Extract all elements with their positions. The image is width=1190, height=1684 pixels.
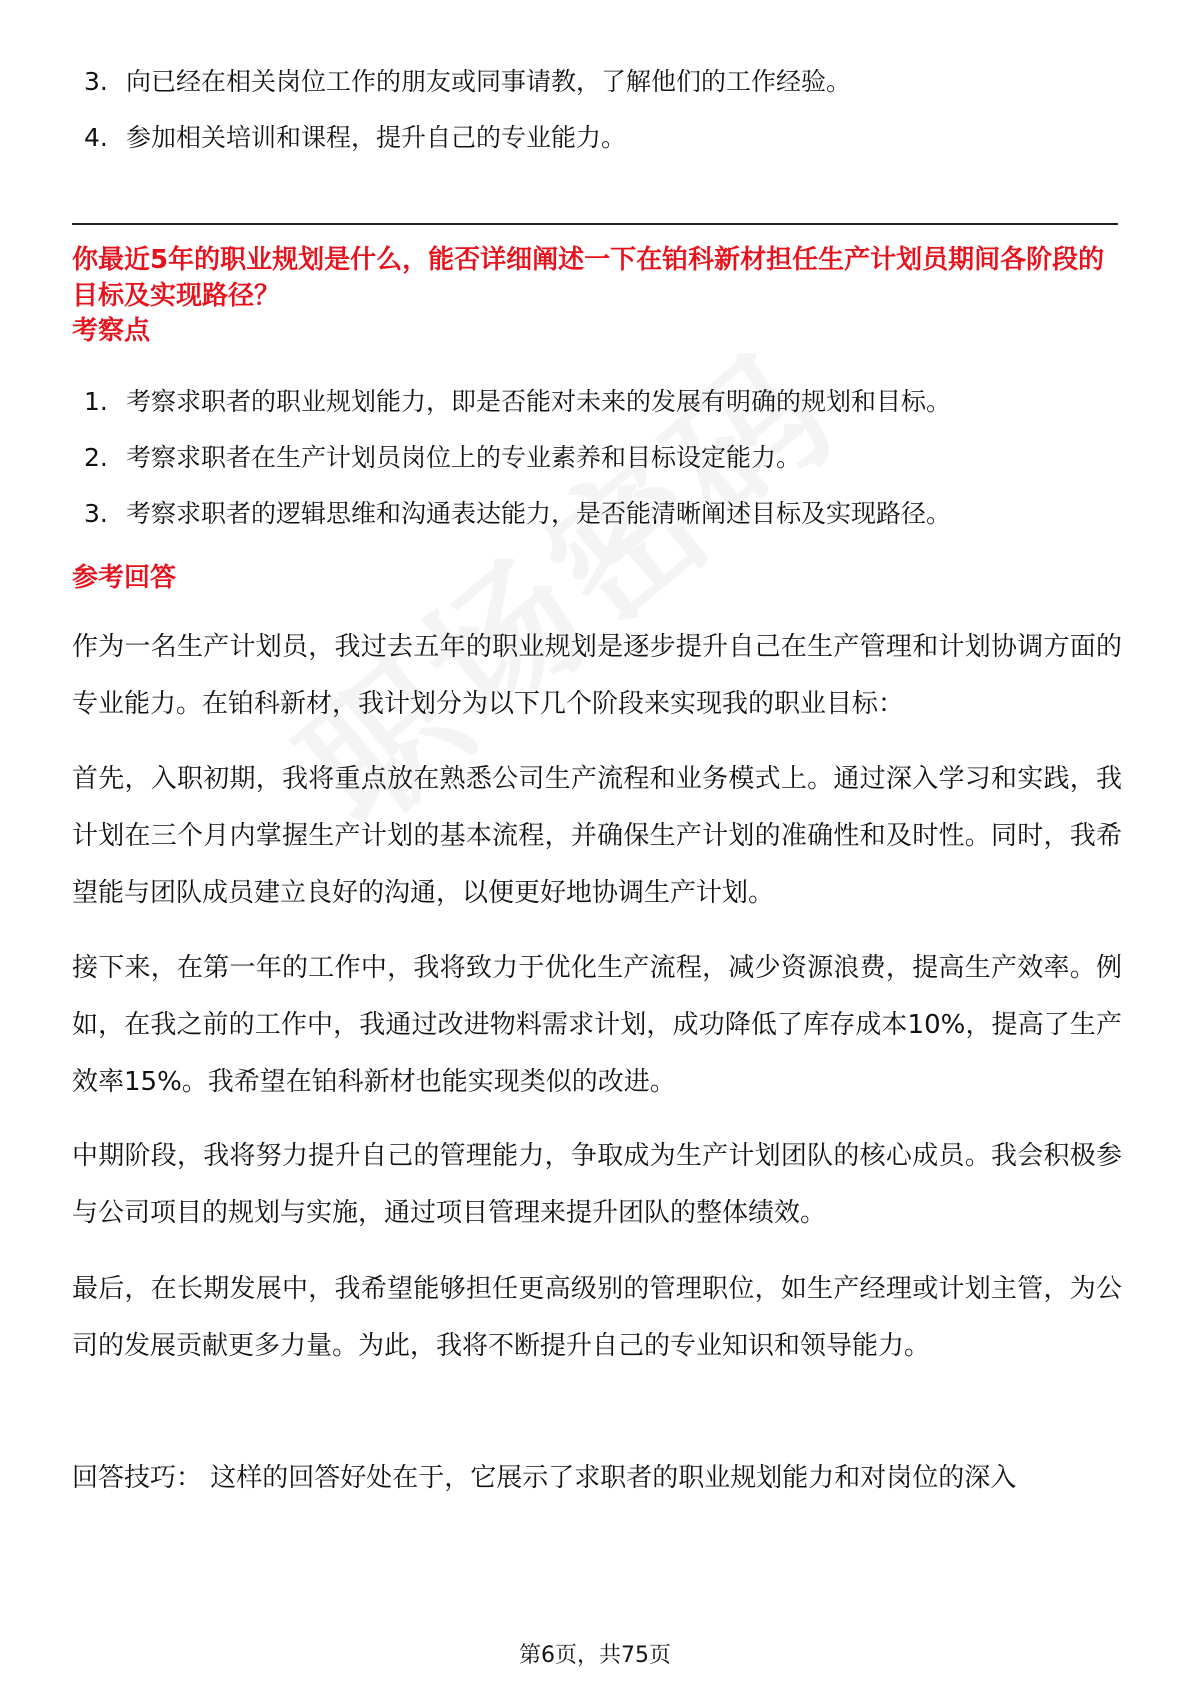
- reference-answer-heading: 参考回答: [72, 563, 177, 593]
- exam-points-list: [84, 384, 951, 552]
- answer-paragraph: 中期阶段，我将努力提升自己的管理能力，争取成为生产计划团队的核心成员。我会积极参与公司项目的规划与实施，通过项目管理来提升团队的整体绩效。: [72, 1141, 1122, 1228]
- answer-paragraph: 接下来，在第一年的工作中，我将致力于优化生产流程，减少资源浪费，提高生产效率。例如，在我之前的工作中，我通过改进物料需求计划，成功降低了库存成本10%，提高了生产效率15%。我希望在铂科新材也能实现类似的改进。: [72, 953, 1122, 1097]
- list-item-number: 1.: [84, 387, 108, 416]
- answer-paragraph: 最后，在长期发展中，我希望能够担任更高级别的管理职位，如生产经理或计划主管，为公司的发展贡献更多力量。为此，我将不断提升自己的专业知识和领导能力。: [72, 1274, 1122, 1361]
- list-item: [84, 120, 851, 176]
- list-item-text: 考察求职者的职业规划能力，即是否能对未来的发展有明确的规划和目标。: [126, 387, 952, 416]
- list-item: [84, 64, 851, 120]
- answer-paragraph: 作为一名生产计划员，我过去五年的职业规划是逐步提升自己在生产管理和计划协调方面的专业能力。在铂科新材，我计划分为以下几个阶段来实现我的职业目标：: [72, 632, 1122, 719]
- section-divider: [72, 223, 1118, 225]
- list-item-number: 3.: [84, 67, 108, 96]
- page-number-footer: 第6页，共75页: [519, 1643, 671, 1668]
- list-item-number: 2.: [84, 443, 108, 472]
- previous-tips-list: [84, 64, 851, 176]
- list-item-text: 考察求职者在生产计划员岗位上的专业素养和目标设定能力。: [126, 443, 802, 472]
- list-item-text: 参加相关培训和课程，提升自己的专业能力。: [126, 123, 627, 152]
- list-item-text: 向已经在相关岗位工作的朋友或同事请教，了解他们的工作经验。: [126, 67, 852, 96]
- interview-question: 你最近5年的职业规划是什么，能否详细阐述一下在铂科新材担任生产计划员期间各阶段的目标及实现路径？: [72, 245, 1105, 311]
- answer-paragraph: 首先，入职初期，我将重点放在熟悉公司生产流程和业务模式上。通过深入学习和实践，我计划在三个月内掌握生产计划的基本流程，并确保生产计划的准确性和及时性。同时，我希望能与团队成员建立良好的沟通，以便更好地协调生产计划。: [72, 764, 1122, 908]
- list-item: [84, 440, 951, 496]
- list-item-text: 考察求职者的逻辑思维和沟通表达能力，是否能清晰阐述目标及实现路径。: [126, 499, 952, 528]
- list-item-number: 4.: [84, 123, 108, 152]
- list-item-number: 3.: [84, 499, 108, 528]
- answer-tips-paragraph: 回答技巧： 这样的回答好处在于，它展示了求职者的职业规划能力和对岗位的深入: [72, 1463, 1017, 1493]
- list-item: [84, 384, 951, 440]
- list-item: [84, 496, 951, 552]
- exam-points-heading: 考察点: [72, 316, 151, 346]
